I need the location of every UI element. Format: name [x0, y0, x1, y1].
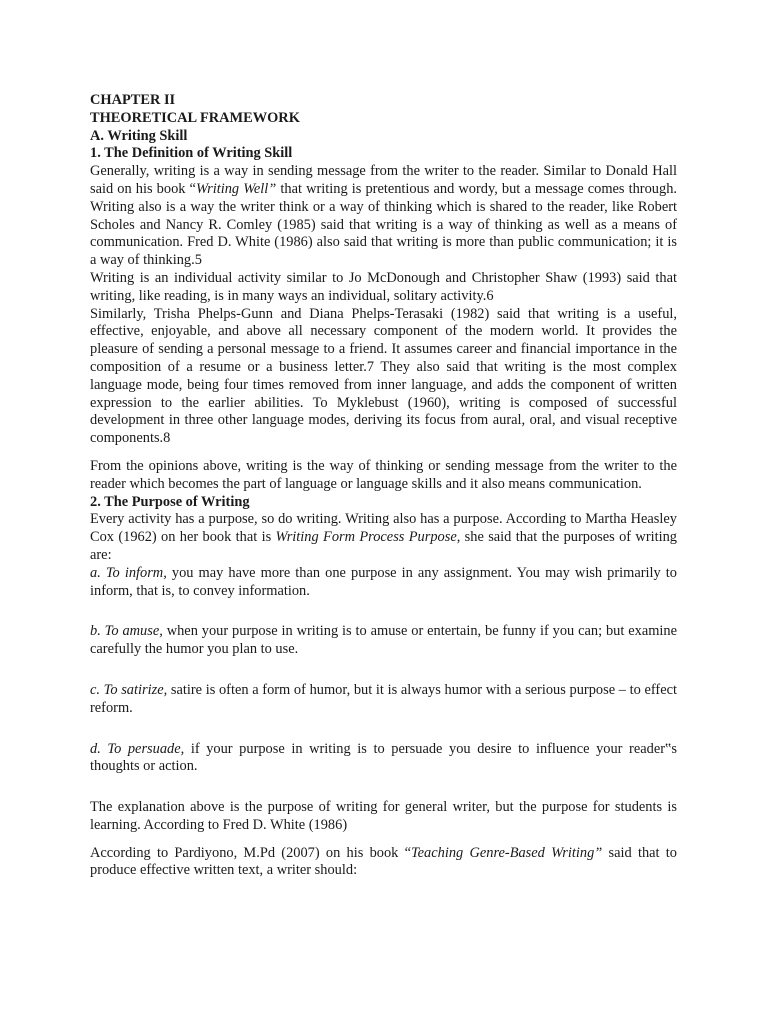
paragraph-text: that writing is pretentious and wordy, but a message comes through. Writing also is a way the writer think or a way of thinking which is shared to the reader, like Robert Scholes and Nancy R. Comley (1985) said that writing is a way of thinking as well as a means of communication. Fred D. White (1986) also said that writing is more than public communication; it is a way of thinking.5 [90, 180, 677, 269]
paragraph-summary: From the opinions above, writing is the way of thinking or sending message from the writer to the reader which becomes the part of language or language skills and it also means communication. [90, 457, 677, 492]
paragraph-definition-3: Similarly, Trisha Phelps-Gunn and Diana Phelps-Terasaki (1982) said that writing is a useful, effective, enjoyable, and above all necessary component of the modern world. It provides the pleasure of sending a personal message to a friend. It assumes career and financial importance in the composition of a resume or a business letter.7 They also said that writing is the most complex language mode, being four times removed from inner language, and adds the component of written expression to the earlier abilities. To Myklebust (1960), writing is composed of successful development in three other language modes, deriving its focus from aural, oral, and visual receptive components.8 [90, 305, 677, 447]
list-item-text: you may have more than one purpose in any assignment. You may wish primarily to inform, that is, to convey information. [90, 564, 678, 599]
list-item-label: b. To amuse, [90, 623, 163, 640]
paragraph-purpose-students: The explanation above is the purpose of writing for general writer, but the purpose for students is learning. According to Fred D. White (1986) [90, 799, 677, 833]
paragraph-text: , she said that the purposes of writing are: [90, 529, 677, 563]
section-heading-2: 2. The Purpose of Writing [90, 493, 250, 510]
list-item-label: d. To persuade, [90, 740, 185, 757]
paragraph-text: Every activity has a purpose, so do writing. Writing also has a purpose. According to Martha Heasley Cox (1962) on her book that is [90, 511, 677, 546]
document-page [90, 92, 677, 880]
book-title: Teaching Genre-Based Writing” [410, 844, 603, 861]
paragraph-definition-1 [90, 163, 677, 270]
paragraph-definition-2: Writing is an individual activity similar to Jo McDonough and Christopher Shaw (1993) said that writing, like reading, is in many ways an individual, solitary activity.6 [90, 269, 677, 304]
chapter-title: THEORETICAL FRAMEWORK [90, 109, 300, 126]
list-item-text: satire is often a form of humor, but it is always humor with a serious purpose – to effect reform. [90, 681, 677, 716]
list-item-amuse [90, 623, 677, 659]
list-item-text: if your purpose in writing is to persuade you desire to influence your reader‟s thoughts or action. [90, 740, 677, 775]
list-item-label: a. To inform, [90, 564, 167, 581]
list-item-text: when your purpose in writing is to amuse or entertain, be funny if you can; but examine carefully the humor you plan to use. [90, 623, 677, 658]
paragraph-text: Generally, writing is a way in sending message from the writer to the reader. Similar to Donald Hall said on his book “ [90, 163, 677, 197]
section-heading-1: 1. The Definition of Writing Skill [90, 145, 293, 162]
paragraph-text: According to Pardiyono, M.Pd (2007) on his book “ [90, 844, 411, 861]
list-item-satirize [90, 682, 677, 718]
chapter-heading: CHAPTER II [90, 92, 176, 108]
list-item-label: c. To satirize, [90, 681, 168, 698]
paragraph-text: said that to produce effective written text, a writer should: [90, 844, 677, 879]
book-title: Writing Form Process Purpose [275, 529, 457, 546]
list-item-inform [90, 565, 677, 601]
book-title: Writing Well” [195, 180, 277, 197]
list-item-persuade [90, 741, 677, 777]
paragraph-purpose-intro [90, 511, 677, 564]
section-heading-a: A. Writing Skill [90, 127, 188, 144]
paragraph-pardiyono [90, 845, 677, 881]
